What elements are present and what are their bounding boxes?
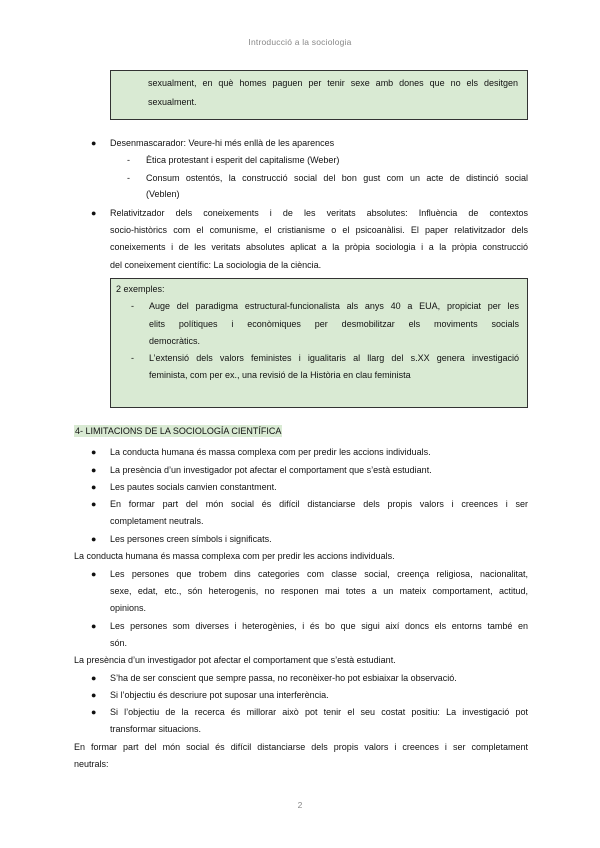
para1-bullet-1-line-2: sexe, edat, etc., són heterogenis, no responen mai totes a un mateix comportament, actitud,	[110, 586, 528, 596]
bullet-icon: ●	[91, 465, 97, 475]
paragraph-3-line-2: neutrals:	[74, 759, 109, 769]
bullet-icon: ●	[91, 534, 97, 544]
paragraph-heading-1: La conducta humana és massa complexa com per predir les accions individuals.	[74, 551, 395, 561]
bullet-icon: ●	[91, 707, 97, 717]
box1-line-2: sexualment.	[148, 97, 197, 107]
examples-intro: 2 exemples:	[116, 284, 165, 294]
box1-line-1: sexualment, en què homes paguen per tenir sexe amb dones que no els desitgen	[148, 78, 518, 88]
relativizer-line-3: coneixements i de les veritats absolutes aplicat a la pròpia sociologia i a la pròpia construcció	[110, 242, 528, 252]
para1-bullet-2-line-1: Les persones som diverses i heterogènies, i és bo que sigui així doncs els entorns també en	[110, 621, 528, 631]
paragraph-heading-2: La presència d’un investigador pot afectar el comportament que s’està estudiant.	[74, 655, 396, 665]
bullet-icon: ●	[91, 569, 97, 579]
bullet-icon: ●	[91, 673, 97, 683]
example-1-line-2: elits polítiques i econòmiques per desmobilitzar els moviments socials	[149, 319, 519, 329]
limitation-item-4-cont: completament neutrals.	[110, 516, 204, 526]
paragraph-3-line-1: En formar part del món social és difícil distanciarse dels propis valors i creences i ser completament	[74, 742, 528, 752]
limitation-item-2: La presència d’un investigador pot afectar el comportament que s’està estudiant.	[110, 465, 432, 475]
example-2-line-2: feminista, com per ex., una revisió de la Història en clau feminista	[149, 370, 411, 380]
para2-bullet-3-line-1: Si l’objectiu de la recerca és millorar això pot tenir el seu costat positiu: La investigació pot	[110, 707, 528, 717]
example-1-line-1: Auge del paradigma estructural-funcionalista als anys 40 a EUA, propiciat per les	[149, 301, 519, 311]
para2-bullet-3-line-2: transformar situacions.	[110, 724, 202, 734]
bullet-icon: ●	[91, 447, 97, 457]
unmasking-label: Desenmascarador: Veure-hi més enllà de les aparences	[110, 138, 335, 148]
page-number: 2	[297, 800, 303, 810]
limitation-item-3: Les pautes socials canvien constantment.	[110, 482, 277, 492]
section-4-heading: 4- LIMITACIONS DE LA SOCIOLOGÍA CIENTÍFICA	[75, 426, 282, 436]
para1-bullet-1-line-1: Les persones que trobem dins categories com classe social, creença religiosa, nacionalitat,	[110, 569, 528, 579]
relativizer-line-2: socio-històrics com el comunisme, el cristianisme o el psicoanàlisi. El paper relativitzador dels	[110, 225, 528, 235]
para2-bullet-1: S’ha de ser conscient que sempre passa, no reconèixer-ho pot esbiaixar la observació.	[110, 673, 457, 683]
dash-icon: -	[127, 173, 130, 183]
relativizer-line-4: del coneixement científic: La sociologia de la ciència.	[110, 260, 322, 270]
dash-icon: -	[127, 155, 130, 165]
limitation-item-5: Les persones creen símbols i significats.	[110, 534, 272, 544]
bullet-icon: ●	[91, 499, 97, 509]
dash-icon: -	[131, 301, 134, 311]
dash-icon: -	[131, 353, 134, 363]
bullet-icon: ●	[91, 482, 97, 492]
unmasking-sub-1: Ètica protestant i esperit del capitalisme (Weber)	[146, 155, 340, 165]
limitation-item-1: La conducta humana és massa complexa com per predir les accions individuals.	[110, 447, 431, 457]
bullet-icon: ●	[91, 138, 97, 148]
example-2-line-1: L’extensió dels valors feministes i igualitaris al llarg del s.XX genera investigació	[149, 353, 519, 363]
para1-bullet-2-line-2: són.	[110, 638, 128, 648]
para2-bullet-2: Si l’objectiu és descriure pot suposar una interferència.	[110, 690, 329, 700]
para1-bullet-1-line-3: opinions.	[110, 603, 147, 613]
bullet-icon: ●	[91, 690, 97, 700]
unmasking-sub-2: Consum ostentós, la construcció social del bon gust com un acte de distinció social	[146, 173, 528, 183]
limitation-item-4: En formar part del món social és difícil distanciarse dels propis valors i creences i ser	[110, 499, 528, 509]
unmasking-sub-2-cont: (Veblen)	[146, 189, 180, 199]
example-1-line-3: democràtics.	[149, 336, 201, 346]
page-header: Introducció a la sociologia	[248, 37, 352, 47]
relativizer-line-1: Relativitzador dels coneixements i de les veritats absolutes: Influència de contextos	[110, 208, 528, 218]
bullet-icon: ●	[91, 621, 97, 631]
bullet-icon: ●	[91, 208, 97, 218]
